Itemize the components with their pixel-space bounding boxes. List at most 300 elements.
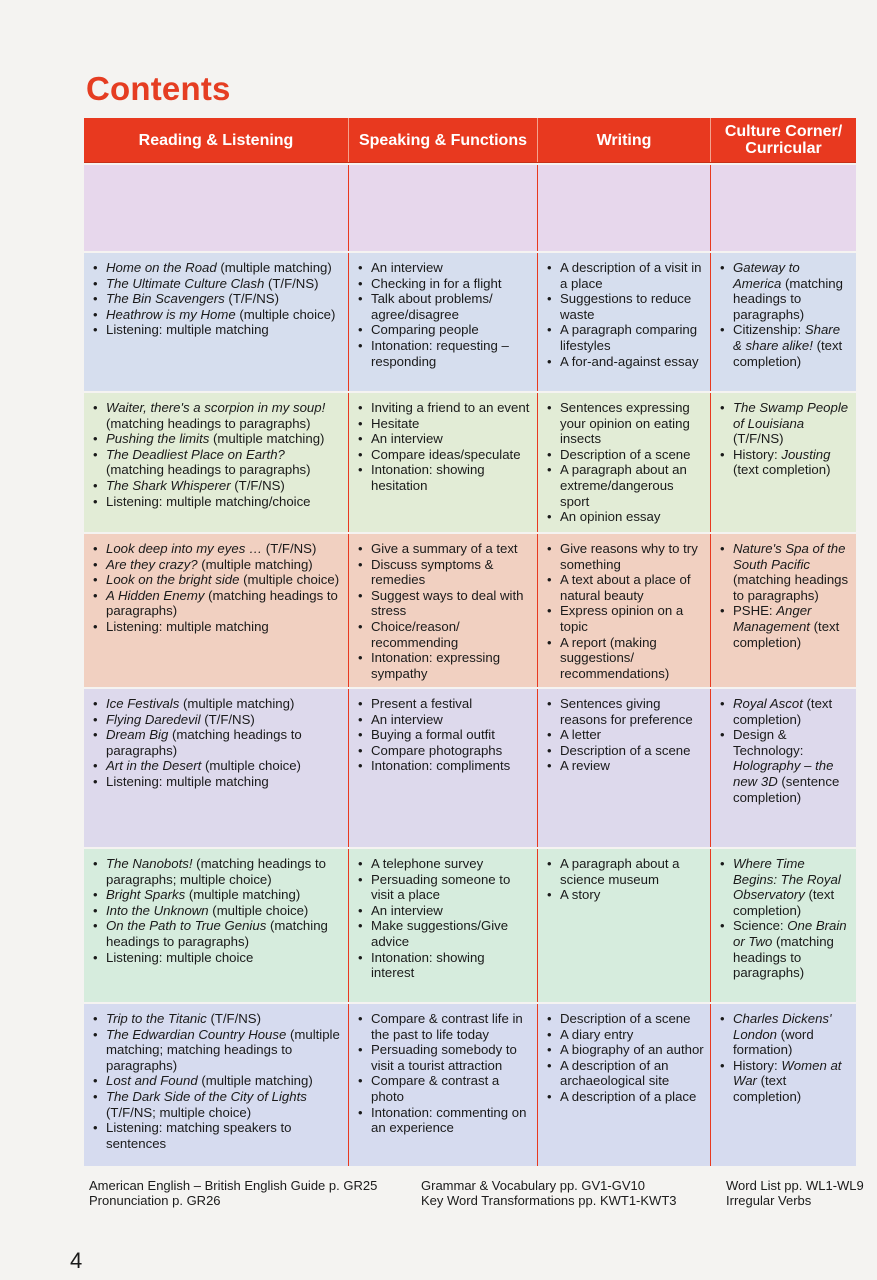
list-item-text: Choice/reason/ recommending: [371, 618, 460, 650]
list-item: [106, 276, 342, 292]
writing-cell: [538, 689, 711, 847]
list-item-text: PSHE:: [733, 603, 777, 619]
list-item: [371, 541, 531, 557]
speaking-cell: [349, 849, 538, 1002]
list-item: [560, 758, 704, 774]
header-speaking-functions: Speaking & Functions: [349, 118, 538, 162]
list-item: [560, 887, 704, 903]
list-item-text: Intonation: showing hesitation: [371, 462, 485, 493]
list-item-text: Suggestions to reduce waste: [560, 291, 692, 322]
list-item-text: (matching headings to paragraphs): [733, 275, 843, 322]
list-item: [371, 1011, 531, 1042]
list-item-text: (multiple matching): [209, 431, 325, 447]
list-item: [106, 588, 342, 619]
table-row: [84, 391, 856, 532]
list-item-text: Sentences giving reasons for preference: [560, 696, 693, 727]
list-item-text: A description of a visit in a place: [560, 260, 702, 291]
list-item: [106, 557, 342, 573]
page-number: 4: [70, 1248, 83, 1273]
table-row: [84, 532, 856, 687]
reading-cell: [84, 849, 349, 1002]
speaking-cell: [349, 689, 538, 847]
list-item: [106, 291, 342, 307]
footer-right: [726, 1178, 864, 1208]
list-item: [106, 950, 342, 966]
list-item-text: The Swamp People of Louisiana: [733, 400, 849, 431]
list-item-text: Sentences expressing your opinion on eating insects: [560, 400, 690, 447]
list-item: [106, 758, 342, 774]
list-item-text: An interview: [371, 431, 443, 447]
list-item: [106, 903, 342, 919]
list-item-text: Compare photographs: [371, 742, 503, 758]
list-item-text: Look on the bright side: [106, 572, 240, 588]
table-row: [84, 251, 856, 391]
list-item: [733, 322, 850, 369]
list-item-text: Description of a scene: [560, 1011, 691, 1026]
list-item-text: Inviting a friend to an event: [371, 400, 530, 415]
list-item: [733, 260, 850, 322]
list-item: [106, 1027, 342, 1074]
list-item-text: Home on the Road: [106, 260, 217, 275]
footer-link-pronunciation: Pronunciation p. GR26: [89, 1193, 221, 1208]
list-item: [371, 557, 531, 588]
list-item: [560, 509, 704, 525]
writing-list: [544, 1011, 704, 1105]
list-item: [560, 856, 704, 887]
writing-list: [544, 260, 704, 369]
list-item: [371, 1042, 531, 1073]
list-item-text: Art in the Desert: [106, 758, 202, 774]
list-item-text: Pushing the limits: [106, 431, 210, 447]
header-writing: Writing: [538, 118, 711, 162]
reading-cell: [84, 393, 349, 532]
list-item: [371, 322, 531, 338]
list-item-text: Buying a formal outfit: [371, 727, 495, 743]
writing-cell: [538, 1004, 711, 1166]
list-item: [371, 727, 531, 743]
list-item-text: (T/F/NS): [264, 275, 319, 291]
list-item-text: The Shark Whisperer: [106, 477, 231, 493]
speaking-list: [355, 1011, 531, 1136]
list-item-text: Look deep into my eyes …: [106, 541, 263, 556]
table-header: [84, 118, 856, 163]
culture-list: [717, 260, 850, 369]
writing-cell: [538, 849, 711, 1002]
culture-cell: [711, 534, 856, 687]
culture-cell: [711, 1004, 856, 1166]
culture-list: [717, 1011, 850, 1105]
list-item: [106, 1073, 342, 1089]
list-item: [106, 1011, 342, 1027]
list-item: [106, 887, 342, 903]
list-item-text: Listening: multiple matching: [106, 322, 269, 338]
list-item-text: Science:: [733, 918, 788, 934]
list-item-text: A for-and-against essay: [560, 353, 699, 369]
list-item-text: Are they crazy?: [106, 556, 198, 572]
list-item: [106, 260, 342, 276]
list-item-text: History:: [733, 1057, 782, 1073]
list-item-text: Express opinion on a topic: [560, 603, 684, 634]
list-item: [733, 541, 850, 603]
list-item: [733, 447, 850, 478]
list-item: [560, 291, 704, 322]
list-item-text: A text about a place of natural beauty: [560, 572, 691, 603]
list-item-text: Where Time Begins: The Royal Observatory: [733, 856, 841, 903]
writing-cell: [538, 534, 711, 687]
list-item-text: Make suggestions/Give advice: [371, 918, 509, 949]
list-item-text: Description of a scene: [560, 446, 691, 462]
list-item-text: Give reasons why to try something: [560, 541, 698, 572]
culture-list: [717, 400, 850, 478]
list-item-text: Jousting: [781, 446, 831, 462]
list-item-text: (multiple matching): [179, 696, 295, 711]
reading-list: [90, 1011, 342, 1151]
list-item-text: On the Path to True Genius: [106, 918, 267, 934]
list-item-text: Suggest ways to deal with stress: [371, 587, 524, 619]
list-item-text: Into the Unknown: [106, 902, 209, 918]
list-item-text: A story: [560, 887, 601, 903]
list-item-text: Intonation: requesting – responding: [371, 337, 509, 369]
list-item-text: One Brain or Two: [733, 918, 847, 949]
list-item: [560, 727, 704, 743]
footer-link-american-english: American English – British English Guide p. GR25: [89, 1178, 378, 1193]
list-item: [560, 354, 704, 370]
list-item: [371, 260, 531, 276]
list-item-text: Listening: multiple matching: [106, 618, 269, 634]
speaking-cell: [349, 165, 538, 251]
reading-cell: [84, 165, 349, 251]
list-item: [560, 1089, 704, 1105]
list-item: [733, 1011, 850, 1058]
list-item-text: (matching headings to paragraphs): [106, 587, 338, 619]
list-item: [106, 447, 342, 478]
list-item: [106, 774, 342, 790]
list-item-text: The Dark Side of the City of Lights: [106, 1088, 307, 1104]
list-item: [560, 322, 704, 353]
speaking-list: [355, 400, 531, 494]
list-item-text: A paragraph about an extreme/dangerous sport: [560, 462, 687, 509]
list-item: [106, 696, 342, 712]
list-item-text: Bright Sparks: [106, 887, 186, 903]
reading-cell: [84, 534, 349, 687]
list-item-text: Lost and Found: [106, 1073, 198, 1089]
list-item-text: A biography of an author: [560, 1042, 704, 1058]
speaking-list: [355, 260, 531, 369]
list-item-text: (word formation): [733, 1026, 814, 1058]
list-item-text: (matching headings to paragraphs): [733, 933, 834, 981]
table-row: [84, 1002, 856, 1166]
list-item-text: Compare & contrast life in the past to life today: [371, 1011, 523, 1042]
culture-list: [717, 541, 850, 650]
list-item: [371, 291, 531, 322]
list-item: [106, 1120, 342, 1151]
list-item: [560, 260, 704, 291]
list-item: [106, 1089, 342, 1120]
list-item-text: A report (making suggestions/ recommendations): [560, 634, 670, 681]
list-item-text: (T/F/NS): [200, 711, 255, 727]
list-item-text: Intonation: expressing sympathy: [371, 650, 501, 681]
list-item-text: (matching headings to paragraphs): [733, 572, 849, 603]
reading-cell: [84, 253, 349, 391]
list-item: [106, 572, 342, 588]
list-item-text: History:: [733, 446, 782, 462]
list-item-text: (T/F/NS): [206, 1011, 261, 1026]
culture-cell: [711, 253, 856, 391]
list-item-text: Give a summary of a text: [371, 541, 518, 556]
list-item-text: Intonation: commenting on an experience: [371, 1104, 527, 1136]
list-item: [371, 416, 531, 432]
writing-cell: [538, 393, 711, 532]
list-item: [371, 619, 531, 650]
list-item: [560, 1042, 704, 1058]
table-row: [84, 847, 856, 1002]
list-item: [560, 1058, 704, 1089]
list-item-text: The Bin Scavengers: [106, 291, 225, 307]
reading-list: [90, 696, 342, 790]
list-item-text: (multiple matching): [216, 260, 332, 275]
list-item-text: (multiple matching): [185, 887, 301, 903]
culture-list: [717, 696, 850, 805]
list-item: [106, 727, 342, 758]
list-item-text: (multiple choice): [201, 758, 301, 774]
list-item-text: Waiter, there's a scorpion in my soup!: [106, 400, 326, 415]
list-item-text: A letter: [560, 727, 602, 743]
list-item-text: Listening: matching speakers to sentences: [106, 1120, 292, 1151]
list-item-text: The Ultimate Culture Clash: [106, 275, 265, 291]
reading-list: [90, 541, 342, 635]
list-item-text: Women at War: [733, 1057, 842, 1089]
list-item-text: (text completion): [733, 696, 833, 727]
table-row: [84, 163, 856, 251]
speaking-cell: [349, 253, 538, 391]
list-item-text: (matching headings to paragraphs): [106, 462, 311, 478]
page-title: Contents: [86, 70, 231, 107]
list-item: [106, 431, 342, 447]
list-item-text: Trip to the Titanic: [106, 1011, 207, 1026]
list-item-text: (T/F/NS): [230, 477, 285, 493]
list-item: [560, 1027, 704, 1043]
list-item: [560, 400, 704, 447]
list-item-text: (multiple choice): [235, 306, 336, 322]
list-item-text: Share & share alike!: [733, 322, 841, 353]
list-item: [371, 696, 531, 712]
list-item-text: (matching headings to paragraphs): [106, 727, 302, 758]
list-item-text: Nature's Spa of the South Pacific: [733, 541, 846, 572]
list-item: [106, 856, 342, 887]
list-item: [733, 727, 850, 805]
list-item-text: Charles Dickens' London: [733, 1011, 832, 1042]
list-item-text: Design & Technology:: [733, 727, 804, 758]
list-item-text: Listening: multiple choice: [106, 949, 254, 965]
list-item-text: (matching headings to paragraphs): [106, 918, 328, 949]
list-item: [371, 400, 531, 416]
list-item-text: Compare ideas/speculate: [371, 446, 521, 462]
list-item-text: Checking in for a flight: [371, 275, 502, 291]
list-item: [106, 322, 342, 338]
list-item-text: Royal Ascot: [733, 696, 803, 711]
list-item-text: (multiple matching): [197, 1073, 313, 1089]
list-item: [106, 400, 342, 431]
list-item: [371, 743, 531, 759]
reading-list: [90, 400, 342, 509]
list-item-text: Anger Management: [733, 603, 812, 634]
list-item-text: A Hidden Enemy: [106, 587, 205, 603]
list-item: [560, 603, 704, 634]
list-item: [733, 918, 850, 980]
list-item: [560, 635, 704, 682]
culture-cell: [711, 689, 856, 847]
culture-cell: [711, 165, 856, 251]
writing-list: [544, 541, 704, 681]
writing-list: [544, 856, 704, 903]
list-item-text: A description of an archaeological site: [560, 1057, 670, 1089]
list-item-text: Listening: multiple matching/choice: [106, 493, 311, 509]
list-item: [371, 856, 531, 872]
list-item-text: (text completion): [733, 1073, 802, 1104]
list-item: [371, 903, 531, 919]
header-reading-listening: Reading & Listening: [84, 118, 349, 162]
reading-cell: [84, 1004, 349, 1166]
list-item: [106, 619, 342, 635]
list-item-text: A review: [560, 758, 610, 774]
list-item-text: Heathrow is my Home: [106, 306, 236, 322]
list-item: [560, 447, 704, 463]
list-item: [733, 400, 850, 447]
footer-link-key-word-transformations: Key Word Transformations pp. KWT1-KWT3: [421, 1193, 677, 1208]
list-item-text: Ice Festivals: [106, 696, 180, 711]
list-item-text: Compare & contrast a photo: [371, 1073, 500, 1104]
list-item-text: (multiple matching): [197, 556, 313, 572]
list-item-text: Talk about problems/ agree/disagree: [371, 291, 493, 322]
list-item-text: An interview: [371, 711, 443, 727]
list-item-text: (text completion): [733, 337, 843, 369]
list-item-text: The Deadliest Place on Earth?: [106, 446, 285, 462]
list-item: [560, 462, 704, 509]
list-item-text: Present a festival: [371, 696, 473, 711]
list-item-text: Listening: multiple matching: [106, 773, 269, 789]
list-item: [371, 650, 531, 681]
list-item-text: Intonation: compliments: [371, 758, 511, 774]
list-item: [371, 918, 531, 949]
list-item: [733, 856, 850, 918]
contents-table: [84, 118, 856, 1166]
list-item-text: An interview: [371, 902, 443, 918]
list-item-text: (text completion): [733, 618, 840, 650]
list-item-text: Dream Big: [106, 727, 169, 743]
list-item-text: (T/F/NS): [262, 541, 317, 556]
list-item-text: Citizenship:: [733, 322, 805, 338]
list-item: [560, 1011, 704, 1027]
footer-link-word-list: Word List pp. WL1-WL9: [726, 1178, 864, 1193]
list-item-text: (text completion): [733, 887, 835, 918]
list-item: [371, 758, 531, 774]
list-item: [106, 307, 342, 323]
list-item: [371, 462, 531, 493]
list-item: [106, 918, 342, 949]
reading-cell: [84, 689, 349, 847]
list-item: [733, 696, 850, 727]
list-item-text: (matching headings to paragraphs; multiple choice): [106, 856, 326, 887]
list-item: [560, 541, 704, 572]
list-item-text: Persuading somebody to visit a tourist attraction: [371, 1042, 517, 1073]
list-item-text: (multiple matching; matching headings to paragraphs): [106, 1026, 340, 1073]
list-item-text: Discuss symptoms & remedies: [371, 556, 494, 588]
list-item: [371, 588, 531, 619]
speaking-cell: [349, 534, 538, 687]
writing-cell: [538, 165, 711, 251]
list-item: [106, 712, 342, 728]
list-item: [106, 541, 342, 557]
list-item-text: A telephone survey: [371, 856, 484, 871]
list-item: [733, 603, 850, 650]
speaking-cell: [349, 1004, 538, 1166]
footer-left: [89, 1178, 377, 1208]
list-item-text: A diary entry: [560, 1026, 634, 1042]
list-item: [106, 478, 342, 494]
list-item: [733, 1058, 850, 1105]
culture-list: [717, 856, 850, 981]
list-item: [371, 1105, 531, 1136]
list-item-text: A paragraph about a science museum: [560, 856, 680, 887]
list-item-text: An opinion essay: [560, 509, 661, 525]
list-item-text: A paragraph comparing lifestyles: [560, 322, 698, 353]
list-item: [371, 1073, 531, 1104]
table-row: [84, 687, 856, 847]
list-item-text: (text completion): [733, 462, 831, 478]
list-item-text: The Edwardian Country House: [106, 1026, 287, 1042]
list-item-text: (multiple choice): [239, 572, 340, 588]
list-item: [106, 494, 342, 510]
speaking-list: [355, 856, 531, 981]
list-item-text: Persuading someone to visit a place: [371, 871, 511, 903]
footer-link-grammar-vocabulary: Grammar & Vocabulary pp. GV1-GV10: [421, 1178, 645, 1193]
list-item: [371, 872, 531, 903]
list-item-text: (T/F/NS): [224, 291, 279, 307]
reading-list: [90, 856, 342, 965]
list-item-text: The Nanobots!: [106, 856, 193, 871]
list-item: [371, 276, 531, 292]
writing-list: [544, 696, 704, 774]
culture-cell: [711, 849, 856, 1002]
list-item-text: Gateway to America: [733, 260, 800, 291]
list-item: [371, 431, 531, 447]
list-item: [371, 338, 531, 369]
list-item-text: Flying Daredevil: [106, 711, 201, 727]
list-item-text: Hesitate: [371, 415, 420, 431]
footer-middle: [421, 1178, 677, 1208]
list-item-text: (sentence completion): [733, 773, 840, 805]
speaking-cell: [349, 393, 538, 532]
header-culture-corner: Culture Corner/ Curricular: [724, 123, 843, 157]
list-item-text: (matching headings to paragraphs): [106, 415, 311, 431]
list-item-text: Comparing people: [371, 322, 479, 338]
list-item-text: Holography – the new 3D: [733, 758, 834, 789]
speaking-list: [355, 541, 531, 681]
list-item: [371, 950, 531, 981]
list-item-text: A description of a place: [560, 1088, 697, 1104]
list-item: [560, 696, 704, 727]
list-item: [371, 447, 531, 463]
list-item-text: Description of a scene: [560, 742, 691, 758]
list-item: [560, 572, 704, 603]
reading-list: [90, 260, 342, 338]
footer-link-irregular-verbs: Irregular Verbs: [726, 1193, 812, 1208]
culture-cell: [711, 393, 856, 532]
list-item: [371, 712, 531, 728]
list-item-text: (multiple choice): [208, 902, 309, 918]
writing-cell: [538, 253, 711, 391]
list-item: [560, 743, 704, 759]
